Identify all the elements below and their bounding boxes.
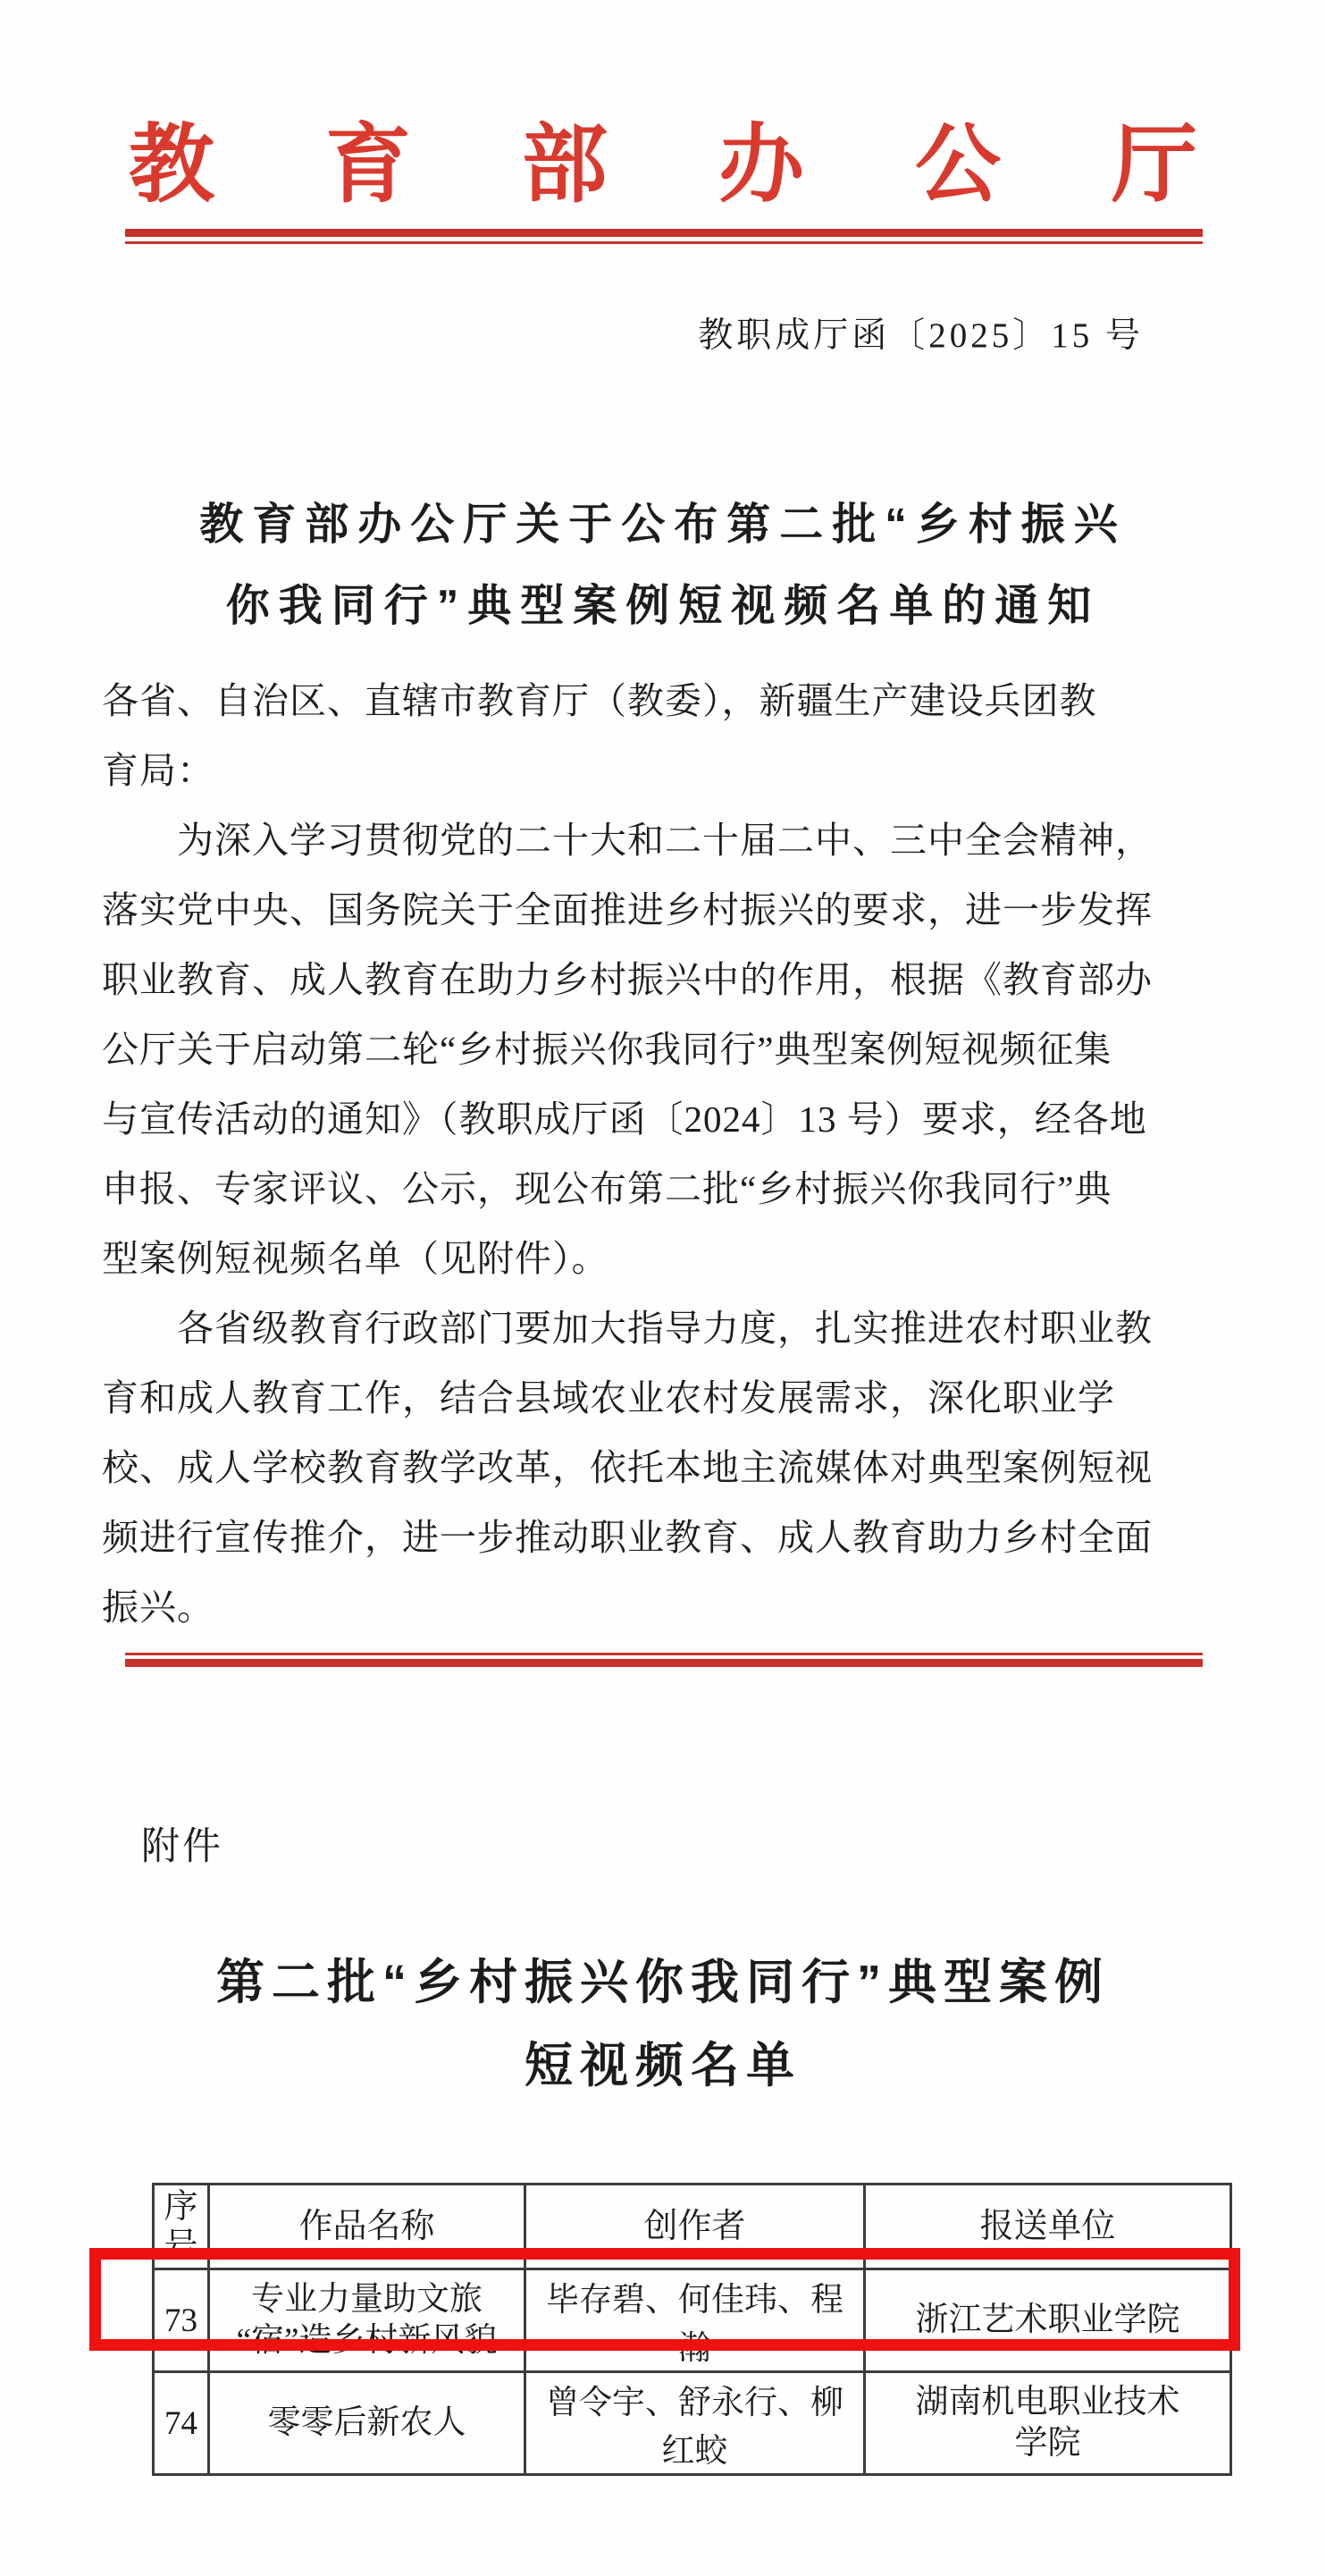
cell-serial: 74 xyxy=(154,2372,209,2475)
cell-serial: 73 xyxy=(154,2269,209,2372)
text-line: 学院 xyxy=(1014,2425,1081,2462)
shortlist-table xyxy=(152,2183,1232,2476)
cell-unit xyxy=(865,2269,1231,2372)
doc-title-line-1: 教育部办公厅关于公布第二批“乡村振兴 xyxy=(199,501,1127,549)
table-row-73 xyxy=(154,2269,1231,2372)
cell-work xyxy=(209,2372,525,2475)
col-header-unit: 报送单位 xyxy=(865,2185,1231,2269)
text-line: 浙江艺术职业学院 xyxy=(915,2302,1180,2338)
text-line: 职业教育、成人教育在助力乡村振兴中的作用，根据《教育部办 xyxy=(102,959,1153,1000)
text-line: 为深入学习贯彻党的二十大和二十届二中、三中全会精神， xyxy=(102,820,1153,861)
table-header-row xyxy=(154,2185,1231,2269)
doc-number: 教职成厅函〔2025〕15 号 xyxy=(698,316,1144,355)
cell-creator: 曾令宇、舒永行、柳红蛟 xyxy=(525,2372,865,2475)
agency-letterhead: 教育部办公厅 xyxy=(129,117,1308,213)
attachment-label: 附件 xyxy=(141,1826,223,1868)
text-line: 育局： xyxy=(102,750,214,791)
paragraph-2 xyxy=(102,1298,1226,1646)
text-line: 与宣传活动的通知》（教职成厅函〔2024〕13 号）要求，经各地 xyxy=(102,1099,1147,1140)
body-text xyxy=(102,670,1226,1646)
text-line: 各省、自治区、直辖市教育厅（教委），新疆生产建设兵团教 xyxy=(102,680,1097,721)
text-line: 振兴。 xyxy=(102,1587,214,1628)
table-row-74 xyxy=(154,2372,1231,2475)
text-line: 零零后新农人 xyxy=(267,2404,466,2441)
doc-title xyxy=(0,484,1326,647)
text-line: 校、成人学校教育教学改革，依托本地主流媒体对典型案例短视 xyxy=(102,1447,1153,1488)
text-line: 申报、专家评议、公示，现公布第二批“乡村振兴你我同行”典 xyxy=(102,1168,1112,1209)
text-line: 专业力量助文旅 xyxy=(251,2281,483,2318)
cell-work xyxy=(209,2269,525,2372)
red-rule-thick xyxy=(125,1659,1203,1667)
text-line: “宿”造乡村新风貌 xyxy=(236,2322,498,2359)
salutation-paragraph xyxy=(102,670,1226,810)
doc-title-line-2: 你我同行”典型案例短视频名单的通知 xyxy=(225,582,1101,630)
col-header-serial: 序号 xyxy=(154,2185,209,2269)
text-line: 落实党中央、国务院关于全面推进乡村振兴的要求，进一步发挥 xyxy=(102,889,1153,930)
attachment-title xyxy=(0,1941,1326,2108)
paragraph-1 xyxy=(102,810,1226,1298)
text-line: 各省级教育行政部门要加大指导力度，扎实推进农村职业教 xyxy=(102,1308,1153,1349)
text-line: 公厅关于启动第二轮“乡村振兴你我同行”典型案例短视频征集 xyxy=(102,1029,1112,1070)
footer-divider xyxy=(125,1653,1203,1667)
text-line: 频进行宣传推介，进一步推动职业教育、成人教育助力乡村全面 xyxy=(102,1517,1153,1558)
col-header-work: 作品名称 xyxy=(209,2185,525,2269)
red-rule-thick xyxy=(125,229,1203,237)
red-rule-thin xyxy=(125,241,1203,244)
col-header-creator: 创作者 xyxy=(525,2185,865,2269)
attachment-title-line-1: 第二批“乡村振兴你我同行”典型案例 xyxy=(216,1956,1110,2009)
text-line: 湖南机电职业技术 xyxy=(915,2384,1180,2420)
text-line: 育和成人教育工作，结合县域农业农村发展需求，深化职业学 xyxy=(102,1377,1115,1418)
attachment-title-line-2: 短视频名单 xyxy=(525,2039,801,2092)
letterhead-divider xyxy=(125,229,1203,244)
text-line: 型案例短视频名单（见附件）。 xyxy=(102,1238,609,1279)
cell-unit xyxy=(865,2372,1231,2475)
cell-creator: 毕存碧、何佳玮、程瀚 xyxy=(525,2269,865,2372)
